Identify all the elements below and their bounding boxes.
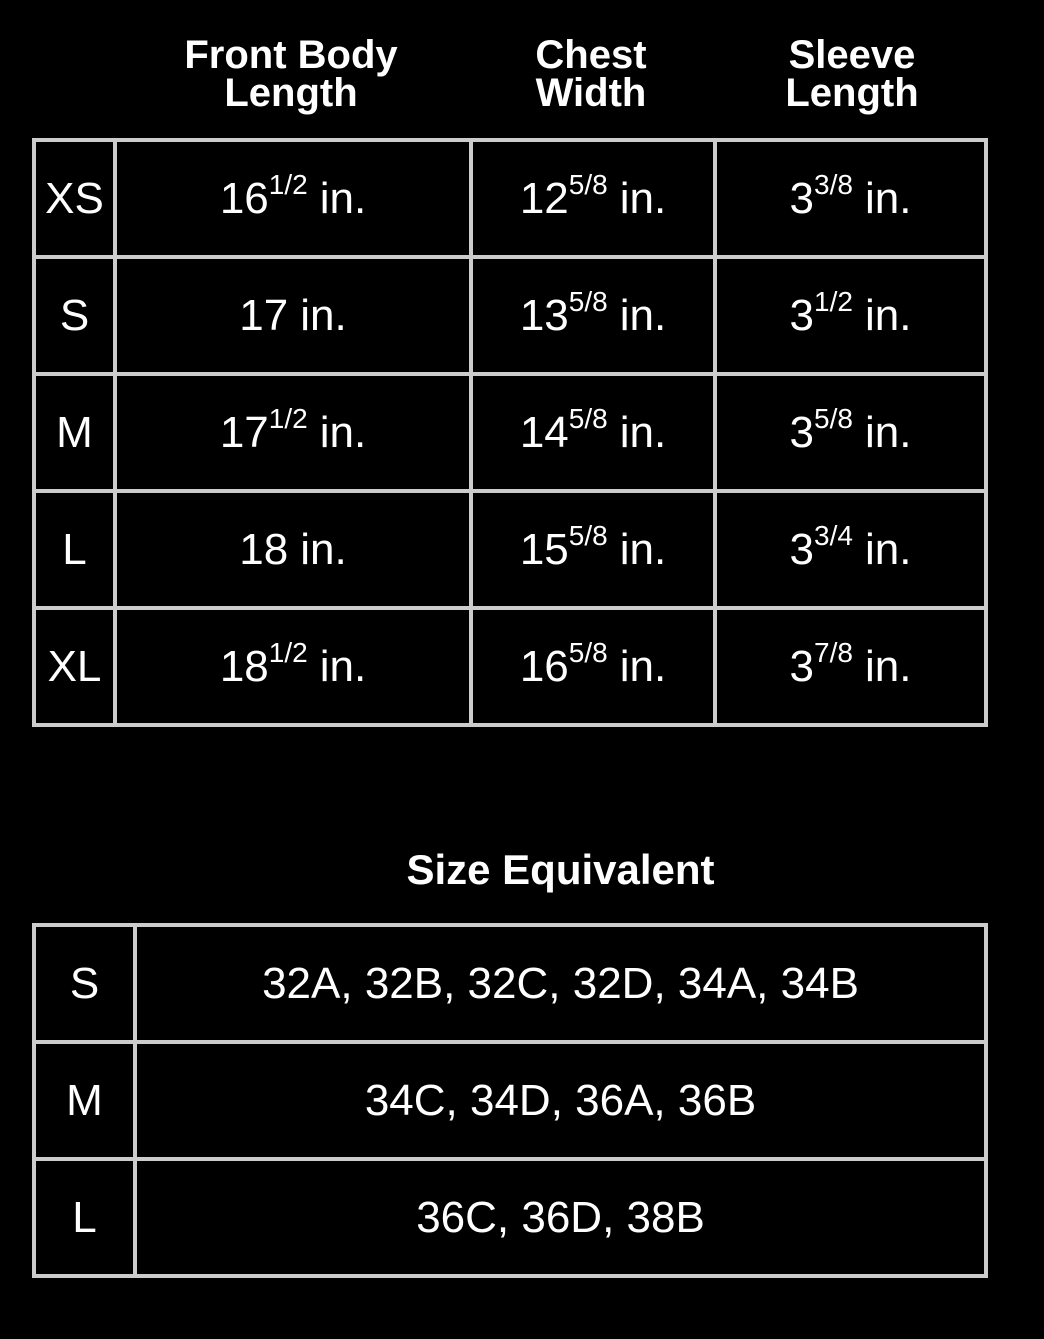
unit-label: in. [300,524,347,574]
front-body-length-cell [115,608,471,725]
fraction-superscript: 3/8 [814,168,853,200]
sleeve-length-cell [715,140,986,257]
measurement-row-xl [34,608,986,725]
unit-label: in. [319,407,367,457]
unit-label: in. [864,524,912,574]
measurement-row-m [34,374,986,491]
sleeve-length-cell [715,608,986,725]
size-label: XS [34,140,115,257]
unit-label: in. [864,173,912,223]
size-label: S [34,925,135,1042]
equivalent-row-m [34,1042,986,1159]
measurement-value: $18^{1/2}$ in. [219,636,367,691]
measurement-row-xs [34,140,986,257]
unit-label: in. [619,641,667,691]
size-label: M [34,374,115,491]
fraction-superscript: 1/2 [268,168,308,200]
size-chart-page [0,33,1044,1339]
measurement-value: $16^{5/8}$ in. [519,636,667,691]
header-line: Length [785,71,919,115]
measurement-value: 17 in. [239,290,347,340]
column-header-chest-width [469,33,713,115]
unit-label: in. [864,641,912,691]
unit-label: in. [619,290,667,340]
column-header-front-body-length [113,33,469,115]
unit-label: in. [319,173,367,223]
measurement-value: $12^{5/8}$ in. [519,168,667,223]
fraction-superscript: 1/2 [268,636,308,668]
unit-label: in. [619,524,667,574]
measurement-table-header-row [113,33,1044,115]
size-label: L [34,491,115,608]
header-line: Front Body [184,33,398,77]
unit-label: in. [619,173,667,223]
header-line: Length [224,71,358,115]
chest-width-cell [471,374,715,491]
header-line: Width [535,71,647,115]
measurement-table [32,138,988,727]
size-label: S [34,257,115,374]
header-line: Sleeve [788,33,916,77]
measurement-value: $3^{3/4}$ in. [789,519,912,574]
chest-width-cell [471,608,715,725]
fraction-superscript: 1/2 [814,285,853,317]
measurement-row-l [34,491,986,608]
measurement-value: $3^{1/2}$ in. [789,285,912,340]
measurement-row-s [34,257,986,374]
size-label: L [34,1159,135,1276]
equivalent-row-s [34,925,986,1042]
sleeve-length-cell [715,491,986,608]
chest-width-cell [471,257,715,374]
equivalent-sizes-cell: 34C, 34D, 36A, 36B [135,1042,986,1159]
front-body-length-cell [115,491,471,608]
unit-label: in. [319,641,367,691]
measurement-value: $3^{5/8}$ in. [789,402,912,457]
sleeve-length-cell [715,374,986,491]
fraction-superscript: 5/8 [568,519,608,551]
size-equivalent-title: Size Equivalent [406,846,715,893]
unit-label: in. [864,407,912,457]
fraction-superscript: 5/8 [568,636,608,668]
front-body-length-cell [115,257,471,374]
unit-label: in. [619,407,667,457]
fraction-superscript: 5/8 [568,402,608,434]
equivalent-sizes-cell: 32A, 32B, 32C, 32D, 34A, 34B [135,925,986,1042]
fraction-superscript: 5/8 [568,168,608,200]
fraction-superscript: 5/8 [568,285,608,317]
front-body-length-cell [115,374,471,491]
unit-label: in. [300,290,347,340]
measurement-value: $13^{5/8}$ in. [519,285,667,340]
fraction-superscript: 1/2 [268,402,308,434]
measurement-value: $16^{1/2}$ in. [219,168,367,223]
fraction-superscript: 5/8 [814,402,853,434]
measurement-value: $3^{7/8}$ in. [789,636,912,691]
size-equivalent-table [32,923,988,1278]
column-header-sleeve-length [713,33,991,115]
chest-width-cell [471,491,715,608]
measurement-value: $14^{5/8}$ in. [519,402,667,457]
measurement-value: $3^{3/8}$ in. [789,168,912,223]
equivalent-sizes-cell: 36C, 36D, 38B [135,1159,986,1276]
front-body-length-cell [115,140,471,257]
chest-width-cell [471,140,715,257]
size-label: XL [34,608,115,725]
measurement-value: $15^{5/8}$ in. [519,519,667,574]
header-line: Chest [535,33,647,77]
sleeve-length-cell [715,257,986,374]
fraction-superscript: 3/4 [814,519,853,551]
unit-label: in. [864,290,912,340]
size-label: M [34,1042,135,1159]
equivalent-row-l [34,1159,986,1276]
fraction-superscript: 7/8 [814,636,853,668]
measurement-value: 18 in. [239,524,347,574]
measurement-value: $17^{1/2}$ in. [219,402,367,457]
